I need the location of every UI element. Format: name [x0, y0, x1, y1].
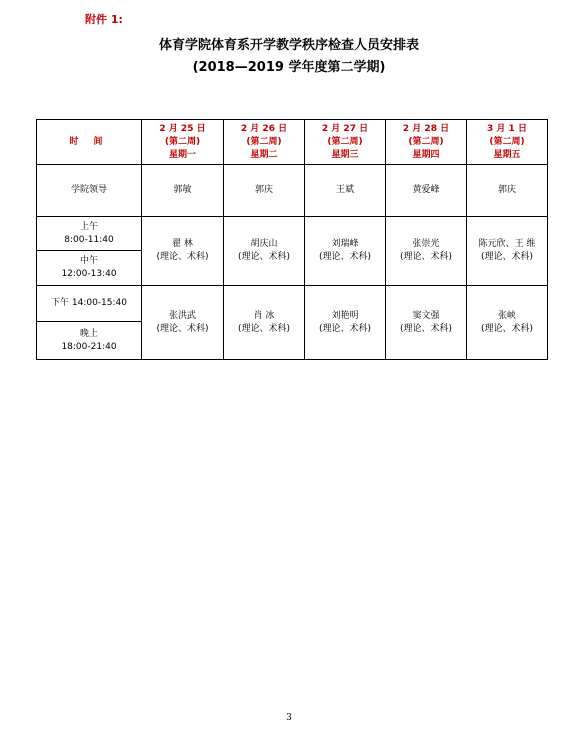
day-date: 3 月 1 日: [487, 123, 527, 134]
day-header-thu: [386, 120, 467, 165]
staff-cell: [386, 286, 467, 360]
staff-cell: [142, 217, 224, 286]
staff-name: 张洪武: [168, 310, 196, 321]
slot-label: 上午: [79, 221, 98, 232]
slot-time: 8:00-11:40: [64, 234, 114, 245]
staff-cell: [142, 286, 224, 360]
day-week: (第二周): [246, 136, 282, 147]
day-date: 2 月 28 日: [402, 123, 450, 134]
staff-cell: [305, 286, 386, 360]
table-header-row: [37, 120, 548, 165]
day-weekday: 星期五: [493, 149, 521, 160]
leaders-label: 学院领导: [37, 165, 142, 217]
day-header-mon: [142, 120, 224, 165]
staff-note: (理论、术科): [156, 323, 209, 334]
afternoon-slot: 下午 14:00-15:40: [37, 286, 142, 322]
staff-note: (理论、术科): [480, 252, 534, 262]
schedule-table: [36, 119, 548, 360]
attachment-label: 附件 1:: [85, 13, 123, 26]
day-weekday: 星期一: [168, 149, 196, 160]
afternoon-row: [37, 286, 548, 322]
day-week: (第二周): [489, 136, 525, 147]
staff-cell: [386, 217, 467, 286]
leader-name: 黄爱峰: [386, 165, 467, 217]
page-number: 3: [286, 713, 292, 723]
staff-note: (理论、术科): [237, 252, 291, 262]
staff-note: (理论、术科): [237, 323, 291, 334]
staff-name: 陈元欣、王 维: [478, 239, 536, 249]
staff-name: 翟 林: [172, 239, 193, 249]
day-header-wed: [305, 120, 386, 165]
day-week: (第二周): [164, 136, 201, 147]
slot-time: 12:00-13:40: [61, 269, 117, 279]
staff-note: (理论、术科): [156, 252, 209, 262]
staff-cell: [224, 217, 305, 286]
staff-note: (理论、术科): [399, 323, 453, 334]
staff-note: (理论、术科): [318, 323, 372, 334]
staff-name: 张峡: [497, 310, 516, 321]
day-date: 2 月 26 日: [240, 123, 288, 134]
staff-name: 刘艳明: [331, 310, 359, 321]
page-title: 体育学院体育系开学教学秩序检查人员安排表: [158, 38, 419, 53]
leader-name: 王斌: [305, 165, 386, 217]
morning-row: [37, 217, 548, 251]
staff-note: (理论、术科): [318, 252, 372, 262]
evening-slot: [37, 322, 142, 360]
leaders-row: [37, 165, 548, 217]
slot-label: 中午: [79, 256, 98, 266]
morning-slot: [37, 217, 142, 251]
slot-time: 18:00-21:40: [61, 341, 117, 352]
day-header-tue: [224, 120, 305, 165]
leader-name: 郭敏: [142, 165, 224, 217]
leader-name: 郭庆: [224, 165, 305, 217]
staff-name: 张崇光: [412, 239, 440, 249]
day-week: (第二周): [408, 136, 444, 147]
staff-name: 胡庆山: [250, 239, 278, 249]
page-subtitle: (2018—2019 学年度第二学期): [192, 60, 386, 75]
slot-label: 晚上: [79, 328, 98, 339]
day-weekday: 星期四: [412, 149, 440, 160]
staff-cell: [467, 217, 548, 286]
leader-name: 郭庆: [467, 165, 548, 217]
staff-cell: [467, 286, 548, 360]
day-weekday: 星期三: [331, 149, 359, 160]
staff-note: (理论、术科): [480, 323, 534, 334]
staff-name: 肖 冰: [253, 310, 275, 321]
day-date: 2 月 27 日: [321, 123, 369, 134]
staff-cell: [224, 286, 305, 360]
staff-cell: [305, 217, 386, 286]
day-weekday: 星期二: [250, 149, 278, 160]
day-header-fri: [467, 120, 548, 165]
staff-name: 刘瑞峰: [331, 239, 359, 249]
staff-name: 窦文强: [412, 310, 440, 321]
day-week: (第二周): [327, 136, 363, 147]
time-header: 时 间: [37, 120, 142, 165]
noon-slot: [37, 251, 142, 286]
day-date: 2 月 25 日: [159, 123, 206, 134]
staff-note: (理论、术科): [399, 252, 453, 262]
